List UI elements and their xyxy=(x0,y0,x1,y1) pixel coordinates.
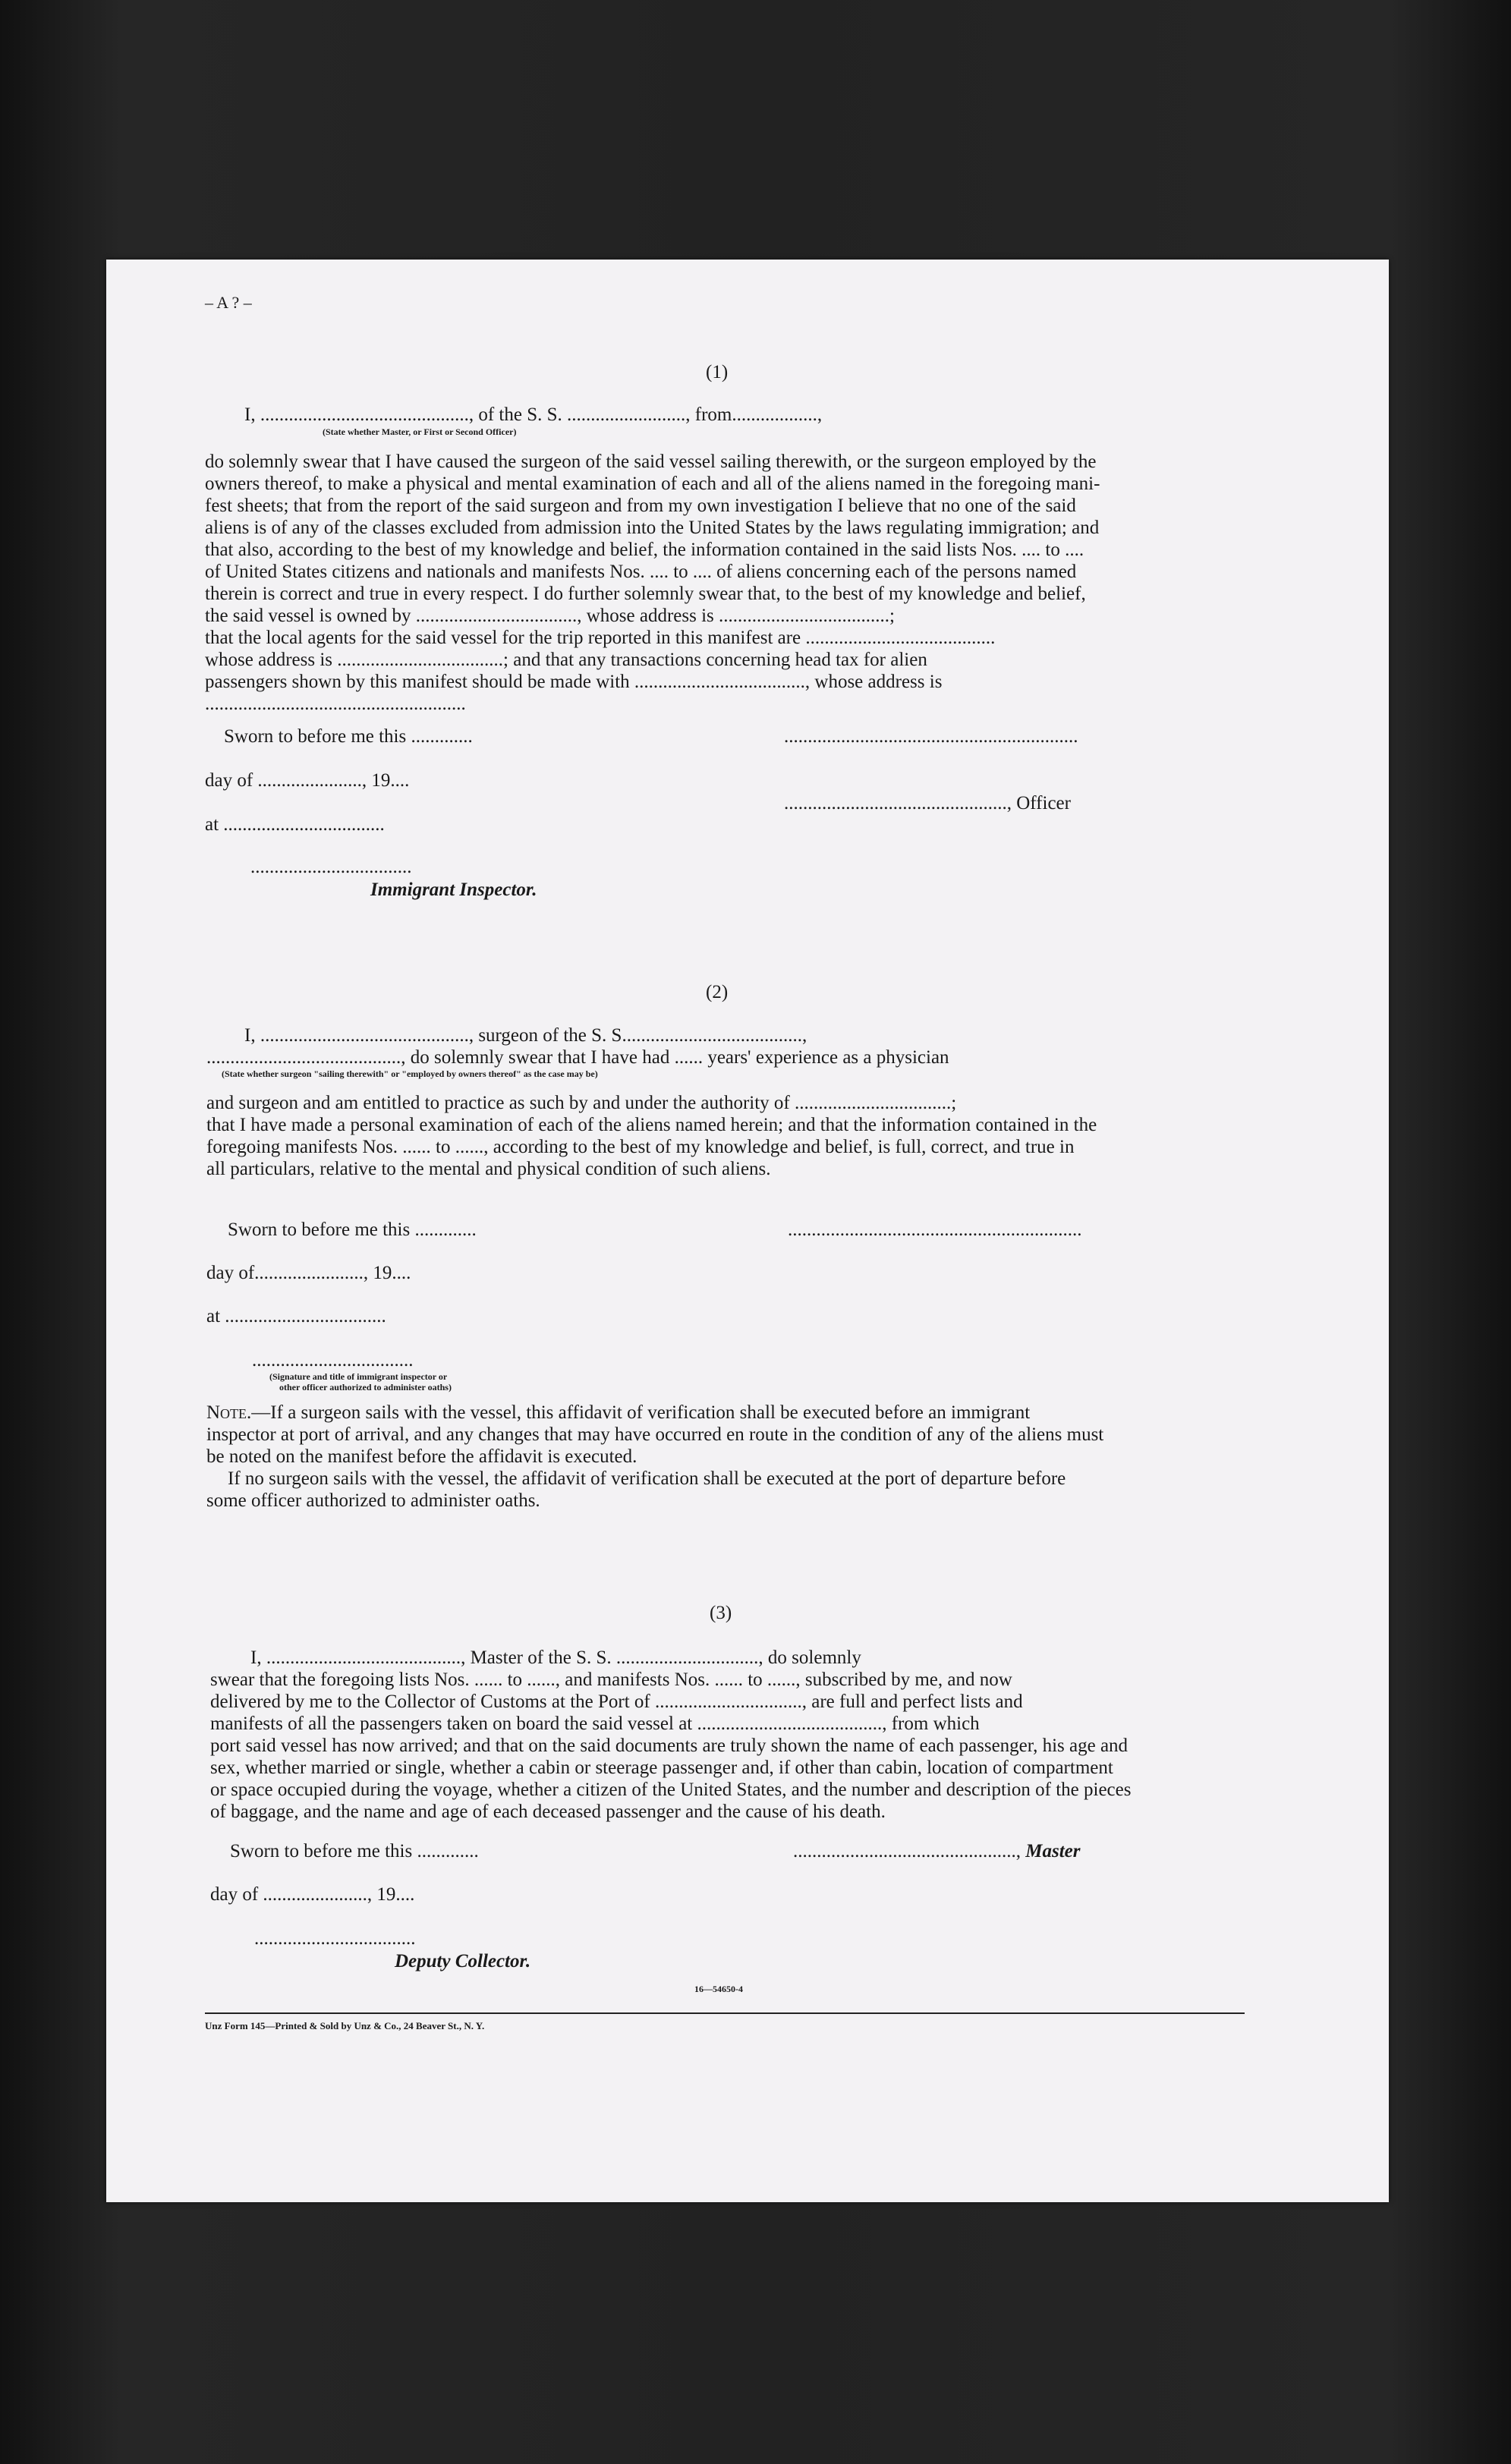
section2-caption: (State whether surgeon "sailing therewith" or "employed by owners thereof" as the case may be) xyxy=(222,1068,598,1079)
section3-day: day of ......................, 19.... xyxy=(210,1884,415,1905)
section1-line1: I, ............................................, of the S. S. ........................., from.................., xyxy=(244,404,823,425)
note-text: —If a surgeon sails with the vessel, this affidavit of verification shall be executed before an immigrant xyxy=(251,1402,1031,1423)
section3-master-label: Master xyxy=(1025,1841,1081,1861)
section3-body-line: delivered by me to the Collector of Customs at the Port of ..............................., are full and perfect lists and xyxy=(210,1691,1023,1712)
note-line: If no surgeon sails with the vessel, the affidavit of verification shall be executed at the port of departure before xyxy=(228,1468,1066,1489)
section2-day: day of......................., 19.... xyxy=(206,1263,411,1283)
section1-day: day of ......................, 19.... xyxy=(205,770,410,791)
section1-body-line: that also, according to the best of my knowledge and belief, the information contained in the said lists Nos. .... to .... xyxy=(205,540,1084,560)
section3-collector-label: Deputy Collector. xyxy=(395,1951,531,1972)
section3-body-line: swear that the foregoing lists Nos. ...... to ......, and manifests Nos. ...... to ......, subscribed by me, and now xyxy=(210,1669,1012,1690)
note-line-1 xyxy=(206,1402,1242,1424)
corner-mark: – A ? – xyxy=(205,293,252,312)
section3-master-dots: ..............................................., xyxy=(793,1841,1021,1861)
section2-sworn: Sworn to before me this ............. xyxy=(228,1219,477,1240)
section2-body-line: that I have made a personal examination of each of the aliens named herein; and that the information contained in the xyxy=(206,1115,1097,1135)
section1-body-line: aliens is of any of the classes excluded from admission into the United States by the laws regulating immigration; and xyxy=(205,518,1100,538)
section2-body-line: and surgeon and am entitled to practice as such by and under the authority of .................................; xyxy=(206,1093,957,1113)
section1-body-line: owners thereof, to make a physical and mental examination of each and all of the aliens named in the foregoing mani- xyxy=(205,474,1100,494)
section3-collector-dots: .................................. xyxy=(254,1928,416,1949)
section1-inspector-label: Immigrant Inspector. xyxy=(370,880,537,900)
section2-signature-caption-1: (Signature and title of immigrant inspector or xyxy=(269,1371,448,1382)
note-line: inspector at port of arrival, and any changes that may have occurred en route in the condition of any of the aliens must xyxy=(206,1424,1104,1445)
section1-body-line: passengers shown by this manifest should be made with ...................................., whose address is xyxy=(205,672,943,692)
section1-signature-line: .............................................................. xyxy=(784,726,1078,747)
section2-line2: ........................................., do solemnly swear that I have had ...... years' experience as a physician xyxy=(206,1047,949,1068)
section2-body-line: foregoing manifests Nos. ...... to ......, according to the best of my knowledge and belief, is full, correct, and true in xyxy=(206,1137,1075,1157)
manifest-sheet xyxy=(106,260,1389,2202)
section3-body-line: or space occupied during the voyage, whether a citizen of the United States, and the number and description of the pieces xyxy=(210,1780,1132,1800)
section1-officer-line xyxy=(784,792,1071,814)
section3-body-line: port said vessel has now arrived; and that on the said documents are truly shown the name of each passenger, his age and xyxy=(210,1735,1129,1756)
section1-body-line: fest sheets; that from the report of the said surgeon and from my own investigation I believe that no one of the said xyxy=(205,496,1076,516)
footer-rule xyxy=(205,2012,1245,2014)
section1-body-line: of United States citizens and nationals and manifests Nos. .... to .... of aliens concerning each of the persons named xyxy=(205,562,1077,582)
note-label: Note. xyxy=(206,1402,252,1423)
section3-sworn: Sworn to before me this ............. xyxy=(230,1841,479,1861)
section1-officer-dots: ..............................................., Officer xyxy=(784,793,1071,813)
section1-at: at .................................. xyxy=(205,814,385,835)
section2-signature-dots: .................................. xyxy=(252,1350,414,1370)
section2-at: at .................................. xyxy=(206,1306,386,1326)
section3-body-line: of baggage, and the name and age of each deceased passenger and the cause of his death. xyxy=(210,1802,886,1822)
note-line: be noted on the manifest before the affidavit is executed. xyxy=(206,1446,637,1467)
section1-caption: (State whether Master, or First or Second Officer) xyxy=(323,426,517,437)
section3-body-line: manifests of all the passengers taken on board the said vessel at ......................................., from which xyxy=(210,1713,980,1734)
note-line: some officer authorized to administer oaths. xyxy=(206,1490,540,1511)
section1-number: (1) xyxy=(706,362,729,382)
section1-sworn: Sworn to before me this ............. xyxy=(224,726,473,747)
section1-body-line: therein is correct and true in every respect. I do further solemnly swear that, to the best of my knowledge and belief, xyxy=(205,584,1086,604)
footer-imprint: Unz Form 145—Printed & Sold by Unz & Co., 24 Beaver St., N. Y. xyxy=(205,2020,485,2031)
section2-body-line: all particulars, relative to the mental and physical condition of such aliens. xyxy=(206,1159,771,1179)
section1-body-line: that the local agents for the said vessel for the trip reported in this manifest are ........................................ xyxy=(205,628,996,648)
section3-master-line xyxy=(793,1840,1080,1862)
section1-body-line: ....................................................... xyxy=(205,694,466,714)
section2-number: (2) xyxy=(706,982,729,1002)
section1-inspector-dots: .................................. xyxy=(250,857,412,877)
section1-body-line: whose address is ...................................; and that any transactions concerning head tax for alien xyxy=(205,650,927,670)
section3-body-line: I, ........................................., Master of the S. S. .............................., do solemnly xyxy=(250,1647,861,1668)
section1-body-line: do solemnly swear that I have caused the surgeon of the said vessel sailing therewith, or the surgeon employed by the xyxy=(205,452,1097,472)
section2-signature-line: .............................................................. xyxy=(788,1219,1082,1240)
section1-body-line: the said vessel is owned by .................................., whose address is ....................................; xyxy=(205,606,895,626)
form-number: 16—54650-4 xyxy=(694,1984,743,1994)
section3-number: (3) xyxy=(710,1603,732,1623)
section2-signature-caption-2: other officer authorized to administer oaths) xyxy=(279,1382,452,1392)
section3-body-line: sex, whether married or single, whether a cabin or steerage passenger and, if other than cabin, location of compartment xyxy=(210,1758,1113,1778)
section2-line1: I, ............................................, surgeon of the S. S......................................, xyxy=(244,1025,807,1046)
